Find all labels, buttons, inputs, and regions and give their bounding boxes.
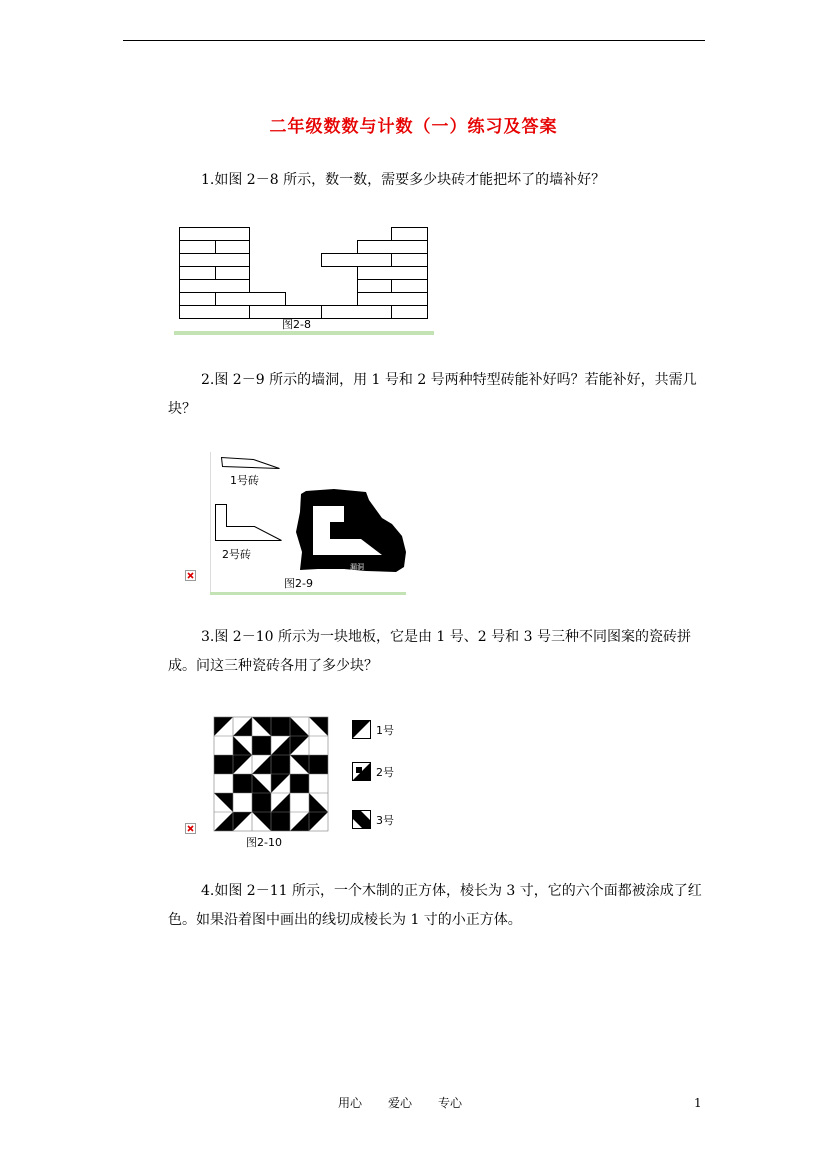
tile-1-legend bbox=[353, 721, 395, 739]
page-title: 二年级数数与计数（一）练习及答案 bbox=[269, 117, 558, 137]
question-2-text: 2.图 2－9 所示的墙洞，用 1 号和 2 号两种特型砖能补好吗？若能补好，共需几块？ bbox=[168, 372, 697, 417]
figure-2-8-broken-wall bbox=[174, 224, 436, 338]
footer-left: 用心 bbox=[338, 1096, 363, 1110]
question-1-text: 1.如图 2－8 所示，数一数，需要多少块砖才能把坏了的墙补好？ bbox=[201, 172, 606, 188]
page-number: 1 bbox=[694, 1096, 702, 1110]
figure-2-10-label: 图2-10 bbox=[246, 836, 282, 849]
question-3 bbox=[168, 623, 708, 681]
footer-middle: 爱心 bbox=[388, 1096, 413, 1110]
tile-2-legend bbox=[353, 763, 395, 781]
svg-text:3号: 3号 bbox=[376, 814, 394, 827]
brick-2-label: 2号砖 bbox=[222, 548, 251, 561]
wall-hole-shape bbox=[296, 489, 406, 572]
question-4 bbox=[168, 877, 708, 935]
figure-2-9-wall-hole bbox=[206, 452, 408, 598]
question-2 bbox=[168, 366, 708, 424]
brick-1-shape bbox=[222, 458, 280, 469]
question-1 bbox=[168, 166, 708, 195]
brick-1-label: 1号砖 bbox=[230, 474, 259, 487]
figure-2-10-tile-floor bbox=[212, 714, 412, 854]
footer-right: 专心 bbox=[438, 1096, 463, 1110]
tile-3-legend bbox=[353, 811, 395, 829]
broken-image-icon bbox=[185, 570, 196, 581]
svg-text:1号: 1号 bbox=[376, 724, 394, 737]
brick-2-shape bbox=[216, 505, 282, 541]
svg-text:2号: 2号 bbox=[376, 766, 394, 779]
question-3-text: 3.图 2－10 所示为一块地板，它是由 1 号、2 号和 3 号三种不同图案的瓷砖拼成。问这三种瓷砖各用了多少块？ bbox=[168, 629, 691, 674]
hole-stamp: 漏洞 bbox=[350, 563, 364, 571]
header-rule bbox=[123, 40, 705, 41]
figure-2-9-label: 图2-9 bbox=[284, 577, 313, 590]
figure-2-8-label: 图2-8 bbox=[282, 318, 311, 331]
broken-image-icon bbox=[185, 823, 196, 834]
question-4-text: 4.如图 2－11 所示，一个木制的正方体，棱长为 3 寸，它的六个面都被涂成了红色。如果沿着图中画出的线切成棱长为 1 寸的小正方体。 bbox=[168, 883, 702, 928]
